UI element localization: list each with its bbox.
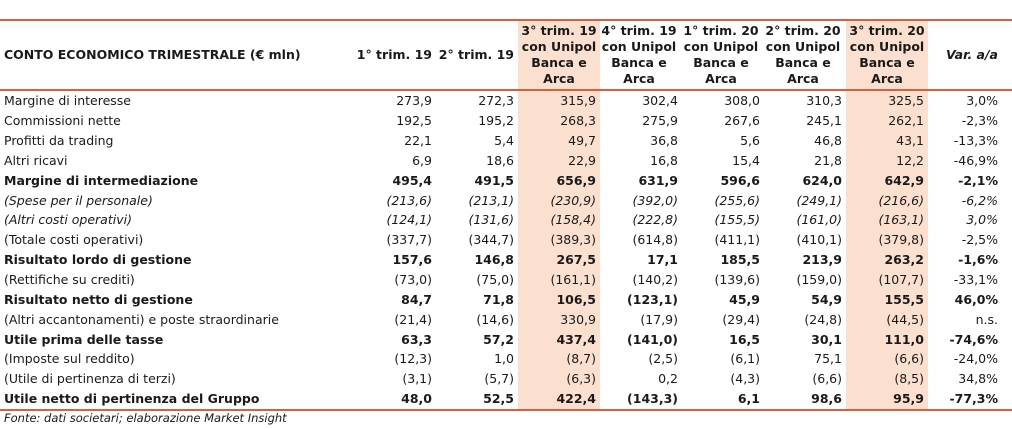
cell-value: 6,1 — [682, 389, 764, 410]
cell-value: 18,6 — [486, 152, 514, 168]
cell-value: (159,0) — [796, 272, 842, 288]
cell-value: (230,9) — [518, 190, 600, 210]
cell-var: 3,0% — [966, 212, 998, 228]
row-label: Risultato netto di gestione — [4, 291, 193, 307]
cell-value: (255,6) — [714, 192, 760, 208]
table-row — [0, 289, 1012, 309]
cell-value: 330,9 — [518, 309, 600, 329]
cell-value: 17,1 — [647, 252, 678, 268]
table-row — [0, 329, 1012, 349]
row-label: Utile netto di pertinenza del Gruppo — [0, 389, 354, 410]
cell-value: 192,5 — [396, 113, 432, 129]
cell-value: 71,8 — [483, 291, 514, 307]
income-statement-table — [0, 19, 1012, 411]
column-header-line: 1° trim. 20 — [683, 23, 759, 38]
cell-var: 3,0% — [966, 93, 998, 109]
row-label: Risultato lordo di gestione — [4, 252, 192, 268]
cell-value: 111,0 — [846, 329, 928, 349]
cell-value: (3,1) — [402, 371, 432, 387]
cell-value: (337,7) — [386, 232, 432, 248]
column-header-line: Banca e — [611, 55, 667, 70]
cell-value: 84,7 — [401, 291, 432, 307]
cell-value: 262,1 — [846, 111, 928, 131]
cell-var: -46,9% — [953, 152, 998, 168]
cell-value: 5,6 — [740, 133, 760, 149]
cell-value: 21,8 — [814, 152, 842, 168]
column-header-line: con Unipol — [765, 39, 841, 54]
row-label: (Utile di pertinenza di terzi) — [4, 371, 176, 387]
cell-value: (6,1) — [730, 351, 760, 367]
cell-value: (140,2) — [632, 272, 678, 288]
cell-value: 52,5 — [436, 389, 518, 410]
cell-value: 624,0 — [802, 172, 842, 188]
cell-value: (123,1) — [627, 291, 678, 307]
cell-value: 30,1 — [811, 331, 842, 347]
cell-var: -2,3% — [961, 113, 998, 129]
cell-var: -13,3% — [953, 133, 998, 149]
cell-value: 155,5 — [846, 289, 928, 309]
cell-value: (410,1) — [796, 232, 842, 248]
cell-value: 245,1 — [806, 113, 842, 129]
cell-var: 46,0% — [954, 291, 998, 307]
cell-value: 46,8 — [814, 133, 842, 149]
table-row — [0, 369, 1012, 389]
row-label: (Imposte sul reddito) — [4, 351, 135, 367]
cell-value: (389,3) — [518, 230, 600, 250]
cell-value: (213,6) — [386, 192, 432, 208]
table-row — [0, 210, 1012, 230]
row-label: (Spese per il personale) — [4, 192, 153, 208]
cell-value: 45,9 — [729, 291, 760, 307]
row-label: Margine di intermediazione — [4, 172, 199, 188]
column-header-line: Arca — [705, 71, 737, 86]
cell-value: (614,8) — [632, 232, 678, 248]
cell-value: 185,5 — [720, 252, 760, 268]
cell-value: (379,8) — [846, 230, 928, 250]
column-header-line: 2° trim. 19 — [438, 47, 514, 62]
cell-value: (21,4) — [394, 311, 432, 327]
table-row — [0, 90, 1012, 111]
cell-value: 267,5 — [518, 250, 600, 270]
column-header-line: Banca e — [859, 55, 915, 70]
cell-value: (44,5) — [846, 309, 928, 329]
cell-value: 275,9 — [642, 113, 678, 129]
cell-value: 272,3 — [478, 93, 514, 109]
table-row — [0, 131, 1012, 151]
row-label: Commissioni nette — [4, 113, 121, 129]
cell-value: 146,8 — [474, 252, 514, 268]
cell-value: (14,6) — [476, 311, 514, 327]
cell-value: (6,3) — [518, 369, 600, 389]
cell-var: -77,3% — [928, 389, 1012, 410]
table-row — [0, 270, 1012, 290]
cell-value: 106,5 — [518, 289, 600, 309]
cell-value: 642,9 — [846, 170, 928, 190]
cell-value: (344,7) — [468, 232, 514, 248]
cell-value: 631,9 — [638, 172, 678, 188]
cell-value: 656,9 — [518, 170, 600, 190]
column-header-line: 4° trim. 19 — [601, 23, 677, 38]
table-row — [0, 170, 1012, 190]
cell-value: 54,9 — [811, 291, 842, 307]
cell-value: (392,0) — [632, 192, 678, 208]
cell-value: (163,1) — [846, 210, 928, 230]
row-label: Altri ricavi — [4, 152, 68, 168]
row-label: (Altri accantonamenti) e poste straordinarie — [4, 311, 279, 327]
row-label: (Altri costi operativi) — [4, 212, 132, 228]
cell-value: 1,0 — [494, 351, 514, 367]
cell-value: (73,0) — [394, 272, 432, 288]
cell-value: 12,2 — [846, 151, 928, 171]
cell-var: n.s. — [975, 311, 998, 327]
source-note: Fonte: dati societari; elaborazione Market Insight — [4, 411, 287, 425]
cell-value: 43,1 — [846, 131, 928, 151]
row-label: Utile prima delle tasse — [4, 331, 164, 347]
table-row — [0, 190, 1012, 210]
cell-value: (8,5) — [846, 369, 928, 389]
cell-value: 98,6 — [764, 389, 846, 410]
cell-value: (12,3) — [394, 351, 432, 367]
cell-var: -1,6% — [958, 252, 998, 268]
cell-value: 48,0 — [354, 389, 436, 410]
cell-value: 596,6 — [720, 172, 760, 188]
cell-value: 22,1 — [404, 133, 432, 149]
cell-value: (6,6) — [846, 349, 928, 369]
cell-value: 302,4 — [642, 93, 678, 109]
table-row — [0, 309, 1012, 329]
column-header-6 — [764, 21, 846, 90]
column-header-line: 1° trim. 19 — [356, 47, 432, 62]
cell-value: 15,4 — [732, 152, 760, 168]
cell-value: (216,6) — [846, 190, 928, 210]
cell-value: 325,5 — [846, 90, 928, 111]
table-title: CONTO ECONOMICO TRIMESTRALE (€ mln) — [0, 21, 354, 90]
column-header-line: Arca — [623, 71, 655, 86]
column-header-7 — [846, 21, 928, 90]
column-header-line: Arca — [543, 71, 575, 86]
cell-value: 315,9 — [518, 90, 600, 111]
column-header-2 — [436, 21, 518, 90]
cell-value: (139,6) — [714, 272, 760, 288]
cell-value: (2,5) — [648, 351, 678, 367]
table-row — [0, 389, 1012, 410]
cell-value: (141,0) — [627, 331, 678, 347]
cell-value: 263,2 — [846, 250, 928, 270]
cell-value: 495,4 — [392, 172, 432, 188]
column-header-line: 3° trim. 19 — [521, 23, 597, 38]
column-header-line: 3° trim. 20 — [849, 23, 925, 38]
column-header-line: Banca e — [693, 55, 749, 70]
row-label: Margine di interesse — [4, 93, 131, 109]
cell-var: -2,5% — [961, 232, 998, 248]
column-header-4 — [600, 21, 682, 90]
table-row — [0, 250, 1012, 270]
cell-value: (5,7) — [484, 371, 514, 387]
cell-value: (29,4) — [722, 311, 760, 327]
column-header-line: Banca e — [531, 55, 587, 70]
cell-var: -74,6% — [949, 331, 998, 347]
column-header-line: Arca — [871, 71, 903, 86]
table-row — [0, 349, 1012, 369]
cell-value: (124,1) — [386, 212, 432, 228]
cell-value: (161,0) — [796, 212, 842, 228]
cell-value: 267,6 — [724, 113, 760, 129]
cell-value: 49,7 — [518, 131, 600, 151]
cell-value: (161,1) — [518, 270, 600, 290]
column-header-var: Var. a/a — [928, 21, 1012, 90]
column-header-line: con Unipol — [683, 39, 759, 54]
cell-value: 422,4 — [518, 389, 600, 410]
table-row — [0, 230, 1012, 250]
cell-value: 268,3 — [518, 111, 600, 131]
row-label: Profitti da trading — [4, 133, 114, 149]
cell-value: (75,0) — [476, 272, 514, 288]
cell-value: 310,3 — [806, 93, 842, 109]
row-label: (Totale costi operativi) — [4, 232, 144, 248]
cell-value: (17,9) — [640, 311, 678, 327]
cell-value: 57,2 — [483, 331, 514, 347]
cell-value: 491,5 — [474, 172, 514, 188]
column-header-line: Banca e — [775, 55, 831, 70]
cell-value: (158,4) — [518, 210, 600, 230]
cell-value: 5,4 — [494, 133, 514, 149]
column-header-line: 2° trim. 20 — [765, 23, 841, 38]
column-header-line: con Unipol — [521, 39, 597, 54]
cell-value: 437,4 — [518, 329, 600, 349]
column-header-1 — [354, 21, 436, 90]
cell-var: -24,0% — [953, 351, 998, 367]
table-row — [0, 151, 1012, 171]
column-header-line: con Unipol — [849, 39, 925, 54]
cell-var: 34,8% — [958, 371, 998, 387]
cell-value: 95,9 — [846, 389, 928, 410]
cell-value: (131,6) — [468, 212, 514, 228]
cell-value: 36,8 — [650, 133, 678, 149]
cell-value: 63,3 — [401, 331, 432, 347]
cell-value: (107,7) — [846, 270, 928, 290]
column-header-3 — [518, 21, 600, 90]
cell-value: 75,1 — [814, 351, 842, 367]
row-label: (Rettifiche su crediti) — [4, 272, 135, 288]
column-header-5 — [682, 21, 764, 90]
cell-value: 16,8 — [650, 152, 678, 168]
cell-value: 16,5 — [729, 331, 760, 347]
column-header-line: Arca — [787, 71, 819, 86]
cell-value: 273,9 — [396, 93, 432, 109]
column-header-line: con Unipol — [601, 39, 677, 54]
cell-value: (143,3) — [600, 389, 682, 410]
cell-value: (249,1) — [796, 192, 842, 208]
cell-value: (411,1) — [714, 232, 760, 248]
cell-value: (4,3) — [730, 371, 760, 387]
cell-value: 157,6 — [392, 252, 432, 268]
cell-value: 308,0 — [724, 93, 760, 109]
cell-value: (8,7) — [518, 349, 600, 369]
cell-value: 6,9 — [412, 152, 432, 168]
cell-value: (155,5) — [714, 212, 760, 228]
cell-value: 22,9 — [518, 151, 600, 171]
cell-var: -33,1% — [953, 272, 998, 288]
cell-var: -6,2% — [961, 192, 998, 208]
cell-value: (6,6) — [812, 371, 842, 387]
cell-value: (213,1) — [468, 192, 514, 208]
cell-var: -2,1% — [958, 172, 998, 188]
cell-value: 195,2 — [478, 113, 514, 129]
cell-value: 0,2 — [658, 371, 678, 387]
table-row — [0, 111, 1012, 131]
cell-value: (222,8) — [632, 212, 678, 228]
cell-value: 213,9 — [802, 252, 842, 268]
cell-value: (24,8) — [804, 311, 842, 327]
